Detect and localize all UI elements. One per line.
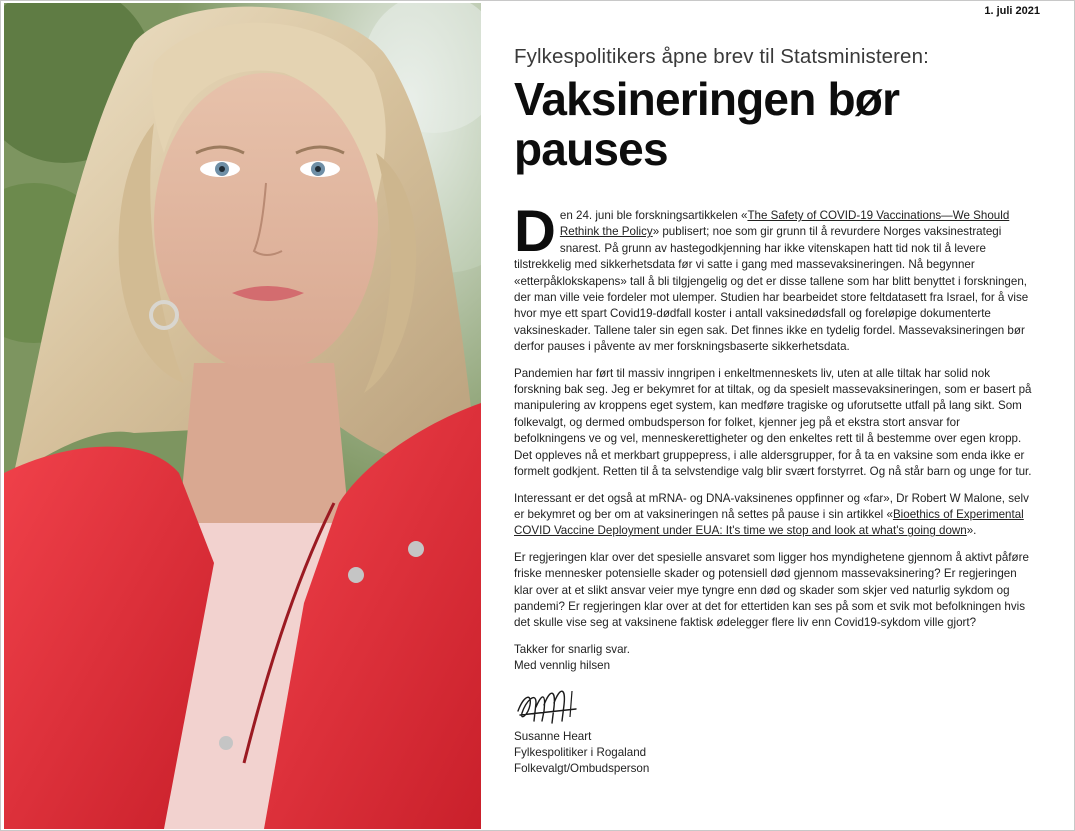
kicker: Fylkespolitikers åpne brev til Statsministeren: xyxy=(514,45,929,68)
safety-study-link[interactable]: The Safety of COVID-19 Vaccinations—We Should Rethink the Policy xyxy=(559,209,1010,239)
signatory-role: Folkevalgt/Ombudsperson xyxy=(514,762,650,776)
headline: Vaksineringen bør pauses xyxy=(514,73,900,175)
signatory-title: Fylkespolitiker i Rogaland xyxy=(514,745,647,759)
paragraph-1 xyxy=(514,199,1032,356)
handwritten-signature xyxy=(512,681,592,727)
publication-date: 1. juli 2021 xyxy=(984,5,1040,17)
bioethics-article-link[interactable]: Bioethics of Experimental COVID Vaccine Deployment under EUA: It's time we stop and look at what's going down xyxy=(514,507,1024,538)
paragraph-3-text-a: Interessant er det også at mRNA- og DNA-vaksinenes oppfinner og «far», Dr Robert W Malone, selv er bekymret og ber om at vaksineringen nå settes på pause i sin artikkel « xyxy=(514,491,1029,521)
signatory-name: Susanne Heart xyxy=(514,729,592,743)
paragraph-3 xyxy=(514,491,1032,540)
paragraph-3-text-b: ». xyxy=(966,524,977,538)
author-portrait xyxy=(4,3,481,829)
drop-cap: D xyxy=(514,199,556,264)
signatory-block xyxy=(514,729,1032,778)
closing xyxy=(514,642,1032,675)
paragraph-2: Pandemien har ført til massiv inngripen i enkeltmenneskets liv, uten at alle tiltak har solid nok forskning bak seg. Jeg er bekymret for at tiltak, og da spesielt massevaksineringen, som er basert på manipulering av kroppens eget system, kan medføre tragiske og uforutsette utfall på lang sikt. Som folkevalgt, og dermed ombudsperson for folket, kjenner jeg på et ekstra stort ansvar for befolkningens ve og vel, menneskerettigheter og den enkeltes rett til å bestemme over egen kropp. Det oppleves nå et merkbart gruppepress, i alle aldersgrupper, for å ta en vaksine som enda ikke er formelt godkjent. Retten til å ta selvstendige valg blir svært forstyrret. Og nå står barn og unge for tur. xyxy=(514,366,1032,479)
paragraph-4: Er regjeringen klar over det spesielle ansvaret som ligger hos myndighetene gjennom å aktivt påføre friske mennesker potensielle skader og potensiell død gjennom massevaksinering? Er regjeringen klar over at et slikt ansvar veier mye tyngre enn død og skader som skjer ved naturlig sykdom og pandemi? Er regjeringen klar over at det for ettertiden kan ses på som et svik mot befolkningen hvis det skulle vise seg at vaksinene faktisk ødelegger flere liv enn Covid19-sykdom ville gjort? xyxy=(514,550,1029,630)
article-body xyxy=(514,199,1032,778)
paragraph-1-text-a: en 24. juni ble forskningsartikkelen « xyxy=(559,209,748,222)
paragraph-1-text-b: » publisert; noe som gir grunn til å revurdere Norges vaksinestrategi snarest. På grunn av hastegodkjenning har ikke vitenskapen hatt tid nok til å levere tilstrekkelig med sikkerhetsdata før vi satte i gang med massevaksineringen. Nå begynner «etterpåklokskapens» tall å bli tilgjengelig og det er disse tallene som har blitt benyttet i forskningen, der man ville veie fordeler mot ulemper. Studien har bearbeidet store feltdatasett fra Israel, for å vise hvor mye ett spart Covid19-dødfall koster i antall vaksinedødsfall og foreløpige dokumenterte vaksineskader. Tallene taler sin egen sak. Det finnes ikke en tydelig fordel. Massevaksineringen bør derfor pauses i påvente av mer forskningsbaserte sikkerhetsdata. xyxy=(514,225,1029,354)
closing-thanks: Takker for snarlig svar. xyxy=(514,642,630,656)
closing-regards: Med vennlig hilsen xyxy=(514,659,611,673)
